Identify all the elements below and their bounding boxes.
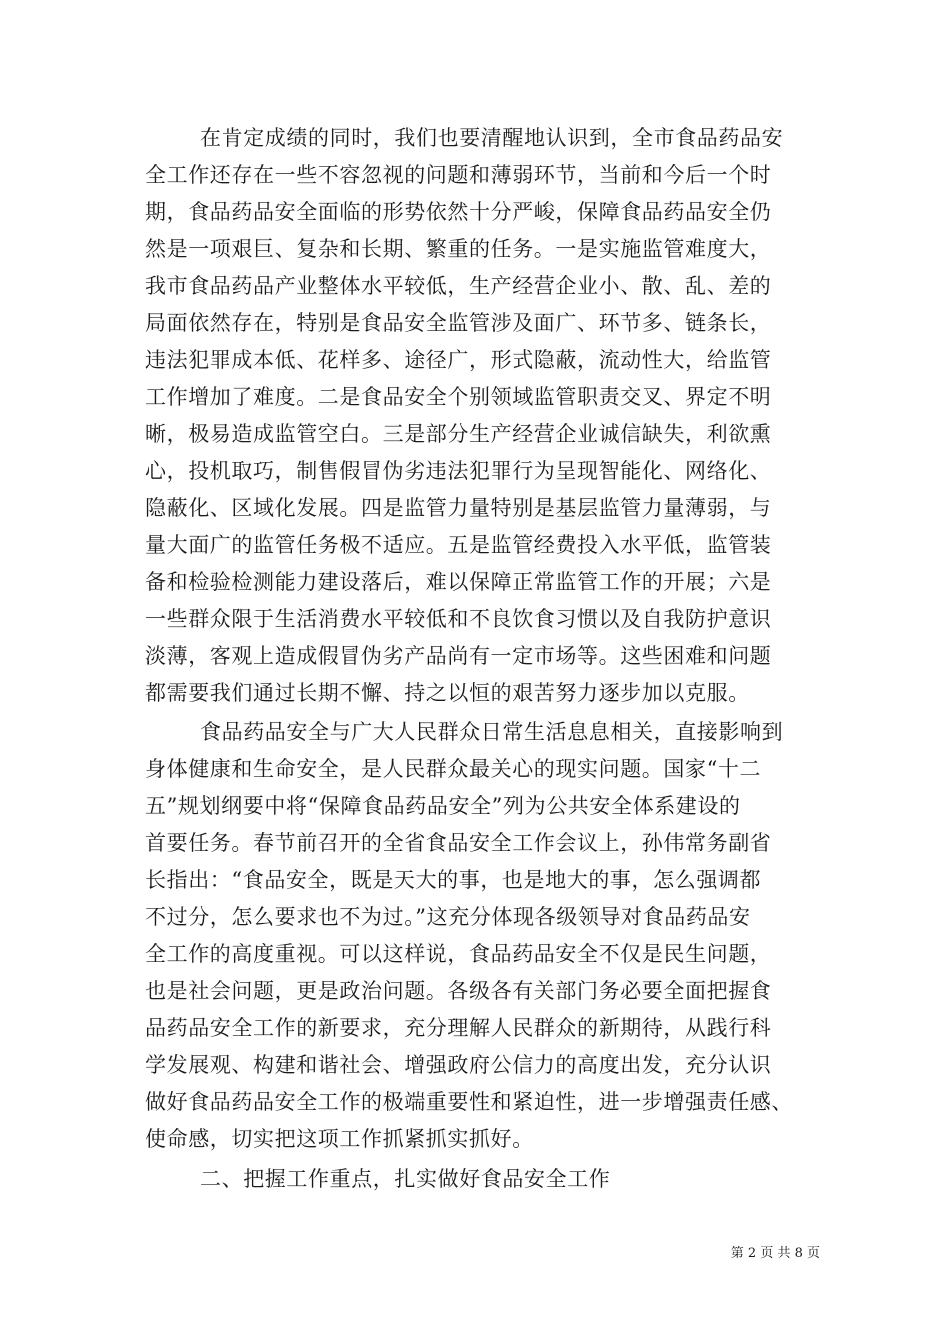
text-line: 五”规划纲要中将“保障食品药品安全”列为公共安全体系建设的 [145, 794, 741, 818]
text-line: 违法犯罪成本低、花样多、途径广，形式隐蔽，流动性大，给监管 [145, 348, 772, 372]
text-line: 备和检验检测能力建设落后，难以保障正常监管工作的开展；六是 [145, 570, 772, 594]
text-line: 全工作的高度重视。可以这样说，食品药品安全不仅是民生问题， [145, 942, 772, 966]
text-line: 一些群众限于生活消费水平较低和不良饮食习惯以及自我防护意识 [145, 607, 772, 631]
text-line: 全工作还存在一些不容忽视的问题和薄弱环节，当前和今后一个时 [145, 163, 772, 187]
text-line: 我市食品药品产业整体水平较低，生产经营企业小、散、乱、差的 [145, 274, 772, 298]
text-line: 身体健康和生命安全，是人民群众最关心的现实问题。国家“十二 [145, 757, 762, 781]
text-line: 食品药品安全与广大人民群众日常生活息息相关，直接影响到 [200, 720, 784, 744]
text-line: 工作增加了难度。二是食品安全个别领域监管职责交叉、界定不明 [145, 385, 772, 409]
text-line: 量大面广的监管任务极不适应。五是监管经费投入水平低，监管装 [145, 533, 772, 557]
text-line: 淡薄，客观上造成假冒伪劣产品尚有一定市场等。这些困难和问题 [145, 644, 772, 668]
page-number: 第 2 页 共 8 页 [730, 1246, 820, 1261]
text-line: 隐蔽化、区域化发展。四是监管力量特别是基层监管力量薄弱，与 [145, 496, 772, 520]
text-line: 不过分，怎么要求也不为过。”这充分体现各级领导对食品药品安 [145, 905, 751, 929]
text-line: 心，投机取巧，制售假冒伪劣违法犯罪行为呈现智能化、网络化、 [145, 459, 772, 483]
text-line: 品药品安全工作的新要求，充分理解人民群众的新期待，从践行科 [145, 1016, 772, 1040]
text-line: 期，食品药品安全面临的形势依然十分严峻，保障食品药品安全仍 [145, 200, 772, 224]
text-line: 晰，极易造成监管空白。三是部分生产经营企业诚信缺失，利欲熏 [145, 422, 772, 446]
text-line: 然是一项艰巨、复杂和长期、繁重的任务。一是实施监管难度大， [145, 237, 772, 261]
text-line: 长指出：“食品安全，既是天大的事，也是地大的事，怎么强调都 [145, 868, 762, 892]
text-line: 也是社会问题，更是政治问题。各级各有关部门务必要全面把握食 [145, 979, 772, 1003]
text-line: 使命感，切实把这项工作抓紧抓实抓好。 [145, 1127, 534, 1151]
text-line: 做好食品药品安全工作的极端重要性和紧迫性，进一步增强责任感、 [145, 1090, 793, 1114]
section-heading-text: 二、把握工作重点，扎实做好食品安全工作 [200, 1167, 611, 1191]
text-line: 学发展观、构建和谐社会、增强政府公信力的高度出发，充分认识 [145, 1053, 772, 1077]
text-line: 首要任务。春节前召开的全省食品安全工作会议上，孙伟常务副省 [145, 831, 772, 855]
text-line: 都需要我们通过长期不懈、持之以恒的艰苦努力逐步加以克服。 [145, 681, 750, 705]
text-line: 在肯定成绩的同时，我们也要清醒地认识到，全市食品药品安 [200, 126, 784, 150]
text-line: 局面依然存在，特别是食品安全监管涉及面广、环节多、链条长， [145, 311, 772, 335]
